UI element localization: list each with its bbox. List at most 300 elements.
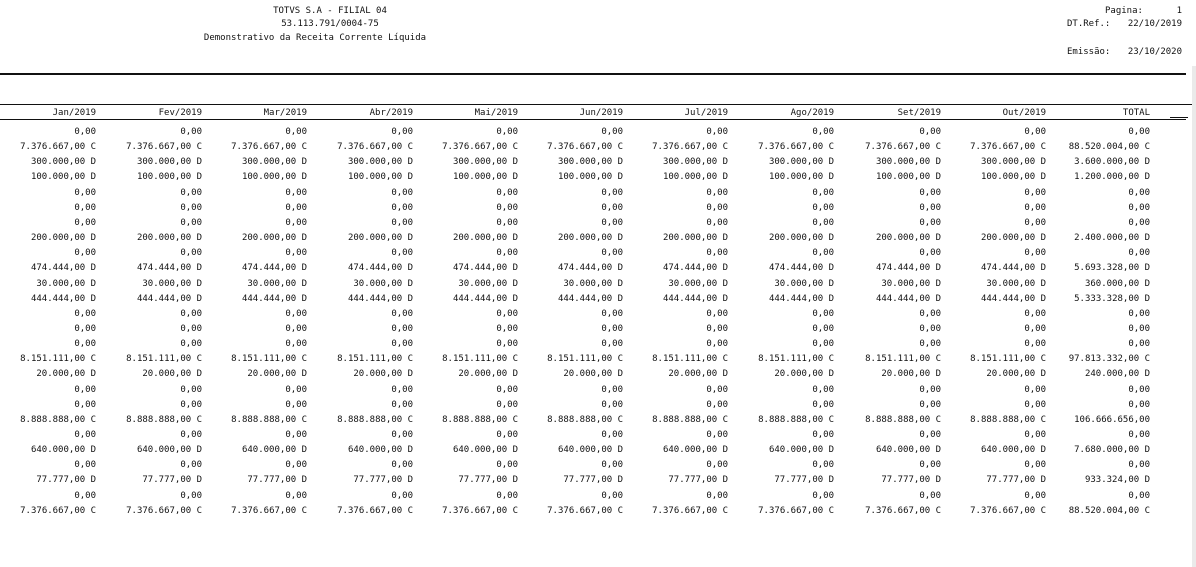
table-cell: 0,00: [919, 339, 941, 350]
table-cell: 0,00: [74, 460, 96, 471]
table-cell: 640.000,00 D: [980, 445, 1046, 456]
table-cell: 100.000,00 D: [875, 172, 941, 183]
table-cell: 7.376.667,00 C: [126, 505, 202, 516]
table-cell: 444.444,00 D: [347, 293, 413, 304]
table-cell: 8.151.111,00 C: [865, 354, 941, 365]
table-cell: 300.000,00 D: [768, 157, 834, 168]
table-cell: 7.376.667,00 C: [337, 505, 413, 516]
table-cell: 0,00: [1024, 430, 1046, 440]
table-cell: 7.376.667,00 C: [442, 142, 518, 153]
table-cell: 0,00: [391, 127, 413, 137]
table-cell: 0,00: [180, 430, 202, 440]
table-cell: 444.444,00 D: [980, 293, 1046, 304]
table-cell: 0,00: [285, 127, 307, 137]
table-cell: 8.151.111,00 C: [126, 354, 202, 365]
table-cell: 8.151.111,00 C: [20, 354, 96, 365]
table-cell: 30.000,00 D: [458, 278, 518, 289]
table-cell-total: 88.520.004,00 C: [1068, 142, 1150, 153]
table-cell: 300.000,00 D: [136, 157, 202, 168]
table-cell: 640.000,00 D: [30, 445, 96, 456]
table-cell: 20.000,00 D: [668, 369, 728, 380]
table-cell: 0,00: [706, 399, 728, 410]
table-cell-total: 240.000,00 D: [1084, 369, 1150, 380]
table-cell: 8.888.888,00 C: [652, 414, 728, 425]
table-cell: 200.000,00 D: [768, 233, 834, 244]
table-cell: 474.444,00 D: [662, 263, 728, 274]
table-cell: 30.000,00 D: [247, 278, 307, 289]
table-cell: 640.000,00 D: [241, 445, 307, 456]
table-cell: 0,00: [496, 248, 518, 259]
table-cell: 8.888.888,00 C: [970, 414, 1046, 425]
table-cell: 7.376.667,00 C: [865, 142, 941, 153]
table-cell: 0,00: [1024, 399, 1046, 410]
table-cell: 0,00: [74, 339, 96, 350]
table-cell: 0,00: [285, 339, 307, 350]
table-cell: 8.888.888,00 C: [547, 414, 623, 425]
table-cell: 0,00: [601, 202, 623, 213]
table-cell: 0,00: [180, 127, 202, 137]
table-cell: 0,00: [285, 460, 307, 471]
table-cell: 0,00: [1024, 460, 1046, 471]
table-cell: 8.888.888,00 C: [865, 414, 941, 425]
table-cell: 0,00: [706, 430, 728, 440]
column-header-set-2019: Set/2019: [897, 108, 941, 118]
table-cell: 0,00: [601, 460, 623, 471]
table-cell: 0,00: [74, 308, 96, 319]
table-cell: 0,00: [180, 187, 202, 198]
table-cell: 0,00: [180, 308, 202, 319]
table-cell: 7.376.667,00 C: [126, 142, 202, 153]
table-cell: 0,00: [1024, 127, 1046, 137]
table-cell: 0,00: [74, 202, 96, 213]
page-number: 1: [1176, 6, 1182, 16]
table-cell: 0,00: [180, 399, 202, 410]
table-cell: 0,00: [706, 339, 728, 350]
table-cell: 100.000,00 D: [136, 172, 202, 183]
table-cell-total: 0,00: [1128, 308, 1150, 319]
table-cell-total: 0,00: [1128, 202, 1150, 213]
table-cell: 0,00: [812, 490, 834, 501]
table-cell: 7.376.667,00 C: [758, 505, 834, 516]
table-cell: 0,00: [391, 187, 413, 198]
table-cell: 8.151.111,00 C: [970, 354, 1046, 365]
table-cell: 77.777,00 D: [881, 475, 941, 486]
table-cell: 0,00: [919, 248, 941, 259]
table-cell: 0,00: [391, 308, 413, 319]
table-cell: 0,00: [1024, 384, 1046, 395]
table-cell: 8.888.888,00 C: [337, 414, 413, 425]
table-cell: 444.444,00 D: [241, 293, 307, 304]
table-cell: 0,00: [74, 217, 96, 228]
table-cell-total: 7.680.000,00 D: [1074, 445, 1150, 456]
table-cell: 0,00: [601, 399, 623, 410]
table-cell: 8.888.888,00 C: [758, 414, 834, 425]
table-cell: 444.444,00 D: [557, 293, 623, 304]
table-cell: 640.000,00 D: [136, 445, 202, 456]
column-header-total: TOTAL: [1122, 108, 1150, 118]
table-cell: 0,00: [1024, 490, 1046, 501]
column-header-jun-2019: Jun/2019: [579, 108, 623, 118]
dtref-label: DT.Ref.:: [1067, 19, 1111, 29]
table-cell: 77.777,00 D: [774, 475, 834, 486]
table-cell: 300.000,00 D: [662, 157, 728, 168]
page-label: Pagina:: [1105, 6, 1143, 16]
column-header-jan-2019: Jan/2019: [52, 108, 96, 118]
company-name: TOTVS S.A - FILIAL 04: [273, 6, 387, 16]
table-cell: 77.777,00 D: [986, 475, 1046, 486]
table-cell: 0,00: [812, 339, 834, 350]
table-cell: 0,00: [812, 187, 834, 198]
table-cell: 0,00: [601, 308, 623, 319]
table-cell: 30.000,00 D: [353, 278, 413, 289]
column-header-ago-2019: Ago/2019: [790, 108, 834, 118]
table-cell: 0,00: [180, 248, 202, 259]
table-cell: 640.000,00 D: [557, 445, 623, 456]
table-cell: 77.777,00 D: [563, 475, 623, 486]
table-cell: 30.000,00 D: [563, 278, 623, 289]
table-cell-total: 0,00: [1128, 490, 1150, 501]
table-cell: 0,00: [601, 127, 623, 137]
table-cell: 100.000,00 D: [30, 172, 96, 183]
column-header-mar-2019: Mar/2019: [263, 108, 307, 118]
table-cell: 0,00: [1024, 248, 1046, 259]
vertical-scrollbar[interactable]: [1192, 66, 1196, 567]
table-cell: 8.151.111,00 C: [547, 354, 623, 365]
report-title: Demonstrativo da Receita Corrente Líquida: [203, 33, 427, 43]
table-cell: 0,00: [285, 490, 307, 501]
table-cell-total: 0,00: [1128, 127, 1150, 137]
table-cell: 0,00: [919, 490, 941, 501]
table-cell: 0,00: [601, 384, 623, 395]
table-cell: 8.888.888,00 C: [20, 414, 96, 425]
table-cell: 474.444,00 D: [452, 263, 518, 274]
table-cell: 0,00: [919, 460, 941, 471]
table-cell: 30.000,00 D: [668, 278, 728, 289]
table-cell: 7.376.667,00 C: [20, 505, 96, 516]
table-cell: 0,00: [812, 399, 834, 410]
table-cell: 7.376.667,00 C: [547, 505, 623, 516]
table-cell: 0,00: [180, 339, 202, 350]
table-cell: 8.888.888,00 C: [442, 414, 518, 425]
table-cell: 640.000,00 D: [875, 445, 941, 456]
table-cell: 0,00: [391, 460, 413, 471]
table-cell: 7.376.667,00 C: [442, 505, 518, 516]
table-cell: 200.000,00 D: [980, 233, 1046, 244]
table-cell: 20.000,00 D: [142, 369, 202, 380]
table-cell: 77.777,00 D: [142, 475, 202, 486]
table-cell-total: 1.200.000,00 D: [1074, 172, 1150, 183]
table-cell: 474.444,00 D: [980, 263, 1046, 274]
table-cell: 474.444,00 D: [30, 263, 96, 274]
table-cell: 7.376.667,00 C: [652, 505, 728, 516]
table-cell: 8.151.111,00 C: [442, 354, 518, 365]
table-cell: 0,00: [919, 217, 941, 228]
table-cell: 0,00: [601, 339, 623, 350]
table-cell: 8.151.111,00 C: [652, 354, 728, 365]
table-cell: 20.000,00 D: [353, 369, 413, 380]
table-cell: 0,00: [812, 202, 834, 213]
table-cell: 0,00: [706, 308, 728, 319]
table-cell: 0,00: [496, 399, 518, 410]
table-cell: 0,00: [919, 324, 941, 334]
table-cell: 8.151.111,00 C: [337, 354, 413, 365]
column-header-abr-2019: Abr/2019: [369, 108, 413, 118]
table-cell: 8.151.111,00 C: [231, 354, 307, 365]
table-cell: 7.376.667,00 C: [337, 142, 413, 153]
table-cell: 20.000,00 D: [36, 369, 96, 380]
table-cell: 100.000,00 D: [662, 172, 728, 183]
table-cell: 0,00: [812, 384, 834, 395]
header-rule: [0, 73, 1186, 75]
table-cell: 77.777,00 D: [247, 475, 307, 486]
table-cell-total: 0,00: [1128, 399, 1150, 410]
table-cell: 0,00: [706, 384, 728, 395]
table-cell: 0,00: [812, 248, 834, 259]
table-cell: 0,00: [919, 202, 941, 213]
column-header-out-2019: Out/2019: [1002, 108, 1046, 118]
column-header-fev-2019: Fev/2019: [158, 108, 202, 118]
table-cell: 20.000,00 D: [774, 369, 834, 380]
table-cell: 0,00: [1024, 217, 1046, 228]
table-cell-total: 88.520.004,00 C: [1068, 505, 1150, 516]
table-cell: 300.000,00 D: [875, 157, 941, 168]
table-cell-total: 0,00: [1128, 324, 1150, 334]
table-cell: 0,00: [285, 308, 307, 319]
table-cell: 0,00: [74, 430, 96, 440]
table-cell: 0,00: [1024, 324, 1046, 334]
table-cell: 0,00: [391, 399, 413, 410]
table-cell: 7.376.667,00 C: [970, 505, 1046, 516]
table-cell: 200.000,00 D: [136, 233, 202, 244]
table-cell: 0,00: [601, 490, 623, 501]
table-cell: 0,00: [391, 324, 413, 334]
table-cell: 300.000,00 D: [557, 157, 623, 168]
table-cell: 0,00: [74, 248, 96, 259]
table-cell: 0,00: [391, 384, 413, 395]
table-cell: 0,00: [391, 339, 413, 350]
table-cell: 474.444,00 D: [241, 263, 307, 274]
table-cell: 77.777,00 D: [458, 475, 518, 486]
table-cell: 0,00: [496, 308, 518, 319]
table-cell: 100.000,00 D: [241, 172, 307, 183]
table-cell: 0,00: [706, 187, 728, 198]
table-cell: 0,00: [496, 460, 518, 471]
table-cell: 0,00: [285, 384, 307, 395]
table-cell: 77.777,00 D: [668, 475, 728, 486]
emissao-label: Emissão:: [1067, 47, 1111, 57]
table-cell: 300.000,00 D: [30, 157, 96, 168]
table-cell: 0,00: [391, 202, 413, 213]
table-cell: 0,00: [74, 490, 96, 501]
table-cell: 8.151.111,00 C: [758, 354, 834, 365]
column-header-mai-2019: Mai/2019: [474, 108, 518, 118]
table-cell: 100.000,00 D: [768, 172, 834, 183]
emissao-value: 23/10/2020: [1127, 47, 1182, 57]
table-cell: 200.000,00 D: [875, 233, 941, 244]
table-cell-total: 2.400.000,00 D: [1074, 233, 1150, 244]
table-cell: 8.888.888,00 C: [126, 414, 202, 425]
table-cell: 7.376.667,00 C: [652, 142, 728, 153]
column-header-jul-2019: Jul/2019: [684, 108, 728, 118]
company-cnpj: 53.113.791/0004-75: [281, 19, 379, 29]
table-cell-total: 0,00: [1128, 430, 1150, 440]
table-cell: 30.000,00 D: [881, 278, 941, 289]
table-cell-total: 360.000,00 D: [1084, 278, 1150, 289]
table-cell: 77.777,00 D: [36, 475, 96, 486]
table-cell: 0,00: [601, 248, 623, 259]
table-cell: 200.000,00 D: [662, 233, 728, 244]
table-cell: 0,00: [919, 399, 941, 410]
table-cell: 0,00: [812, 308, 834, 319]
table-cell: 0,00: [74, 384, 96, 395]
table-cell: 0,00: [601, 430, 623, 440]
table-cell: 0,00: [391, 430, 413, 440]
table-cell: 0,00: [919, 430, 941, 440]
table-cell: 0,00: [391, 490, 413, 501]
table-cell: 0,00: [285, 324, 307, 334]
table-cell: 0,00: [706, 490, 728, 501]
table-cell: 0,00: [74, 324, 96, 334]
columns-bottom-rule: [0, 119, 1186, 120]
table-cell: 20.000,00 D: [563, 369, 623, 380]
header-end-mark: [1170, 117, 1188, 118]
table-cell: 444.444,00 D: [875, 293, 941, 304]
table-cell: 0,00: [919, 127, 941, 137]
table-cell: 0,00: [1024, 202, 1046, 213]
table-cell-total: 933.324,00 D: [1084, 475, 1150, 486]
table-cell: 7.376.667,00 C: [231, 505, 307, 516]
table-cell: 20.000,00 D: [247, 369, 307, 380]
table-cell: 444.444,00 D: [768, 293, 834, 304]
table-cell: 474.444,00 D: [136, 263, 202, 274]
table-cell: 0,00: [496, 324, 518, 334]
table-cell: 8.888.888,00 C: [231, 414, 307, 425]
table-cell: 0,00: [812, 460, 834, 471]
table-cell: 200.000,00 D: [557, 233, 623, 244]
table-cell: 7.376.667,00 C: [20, 142, 96, 153]
table-cell-total: 106.666.656,00: [1074, 414, 1150, 425]
table-cell: 30.000,00 D: [986, 278, 1046, 289]
table-cell: 0,00: [180, 324, 202, 334]
table-cell: 0,00: [601, 187, 623, 198]
table-cell: 7.376.667,00 C: [758, 142, 834, 153]
table-cell: 20.000,00 D: [986, 369, 1046, 380]
table-cell: 640.000,00 D: [452, 445, 518, 456]
table-cell: 0,00: [496, 384, 518, 395]
table-cell: 0,00: [1024, 187, 1046, 198]
table-cell-total: 3.600.000,00 D: [1074, 157, 1150, 168]
table-cell: 100.000,00 D: [980, 172, 1046, 183]
table-cell: 474.444,00 D: [768, 263, 834, 274]
table-cell: 474.444,00 D: [347, 263, 413, 274]
table-cell: 0,00: [285, 248, 307, 259]
table-cell: 0,00: [180, 460, 202, 471]
table-cell: 0,00: [285, 430, 307, 440]
table-cell: 200.000,00 D: [452, 233, 518, 244]
table-cell: 0,00: [706, 127, 728, 137]
table-cell: 444.444,00 D: [662, 293, 728, 304]
table-cell: 0,00: [706, 460, 728, 471]
table-cell: 640.000,00 D: [768, 445, 834, 456]
table-cell: 0,00: [285, 399, 307, 410]
table-cell: 0,00: [391, 217, 413, 228]
table-cell: 7.376.667,00 C: [231, 142, 307, 153]
table-cell: 0,00: [180, 490, 202, 501]
table-cell: 474.444,00 D: [875, 263, 941, 274]
table-cell: 0,00: [180, 202, 202, 213]
table-cell: 0,00: [285, 217, 307, 228]
table-cell: 0,00: [496, 217, 518, 228]
table-cell: 474.444,00 D: [557, 263, 623, 274]
table-cell: 0,00: [496, 430, 518, 440]
table-cell: 100.000,00 D: [557, 172, 623, 183]
table-cell: 0,00: [601, 217, 623, 228]
table-cell: 20.000,00 D: [881, 369, 941, 380]
table-cell-total: 0,00: [1128, 339, 1150, 350]
table-cell: 0,00: [496, 202, 518, 213]
table-cell: 0,00: [496, 339, 518, 350]
table-cell: 7.376.667,00 C: [547, 142, 623, 153]
table-cell-total: 0,00: [1128, 460, 1150, 471]
table-cell: 20.000,00 D: [458, 369, 518, 380]
columns-top-rule: [0, 104, 1196, 105]
table-cell: 0,00: [180, 384, 202, 395]
table-cell-total: 97.813.332,00 C: [1068, 354, 1150, 365]
table-cell: 200.000,00 D: [241, 233, 307, 244]
dtref-value: 22/10/2019: [1127, 19, 1182, 29]
table-cell: 200.000,00 D: [30, 233, 96, 244]
table-cell-total: 0,00: [1128, 384, 1150, 395]
table-cell: 0,00: [1024, 339, 1046, 350]
table-cell: 300.000,00 D: [347, 157, 413, 168]
table-cell: 100.000,00 D: [347, 172, 413, 183]
table-cell: 640.000,00 D: [347, 445, 413, 456]
table-cell: 0,00: [180, 217, 202, 228]
table-cell-total: 5.333.328,00 D: [1074, 293, 1150, 304]
table-cell: 0,00: [812, 127, 834, 137]
table-cell-total: 5.693.328,00 D: [1074, 263, 1150, 274]
table-cell: 0,00: [496, 187, 518, 198]
table-cell: 0,00: [919, 187, 941, 198]
table-cell: 0,00: [1024, 308, 1046, 319]
table-cell: 0,00: [706, 324, 728, 334]
table-cell: 300.000,00 D: [452, 157, 518, 168]
table-cell: 100.000,00 D: [452, 172, 518, 183]
table-cell: 0,00: [812, 430, 834, 440]
table-cell: 7.376.667,00 C: [970, 142, 1046, 153]
table-cell: 640.000,00 D: [662, 445, 728, 456]
table-cell: 0,00: [285, 187, 307, 198]
table-cell: 200.000,00 D: [347, 233, 413, 244]
table-cell: 0,00: [706, 202, 728, 213]
table-cell: 0,00: [496, 127, 518, 137]
table-cell-total: 0,00: [1128, 217, 1150, 228]
table-cell: 300.000,00 D: [241, 157, 307, 168]
table-cell: 0,00: [812, 217, 834, 228]
table-cell: 0,00: [919, 384, 941, 395]
table-cell: 0,00: [601, 324, 623, 334]
table-cell: 0,00: [74, 399, 96, 410]
table-cell: 0,00: [812, 324, 834, 334]
table-cell-total: 0,00: [1128, 187, 1150, 198]
table-cell: 444.444,00 D: [136, 293, 202, 304]
table-cell: 0,00: [919, 308, 941, 319]
table-cell: 0,00: [74, 187, 96, 198]
table-cell: 7.376.667,00 C: [865, 505, 941, 516]
table-cell: 0,00: [74, 127, 96, 137]
table-cell: 30.000,00 D: [774, 278, 834, 289]
table-cell: 0,00: [391, 248, 413, 259]
